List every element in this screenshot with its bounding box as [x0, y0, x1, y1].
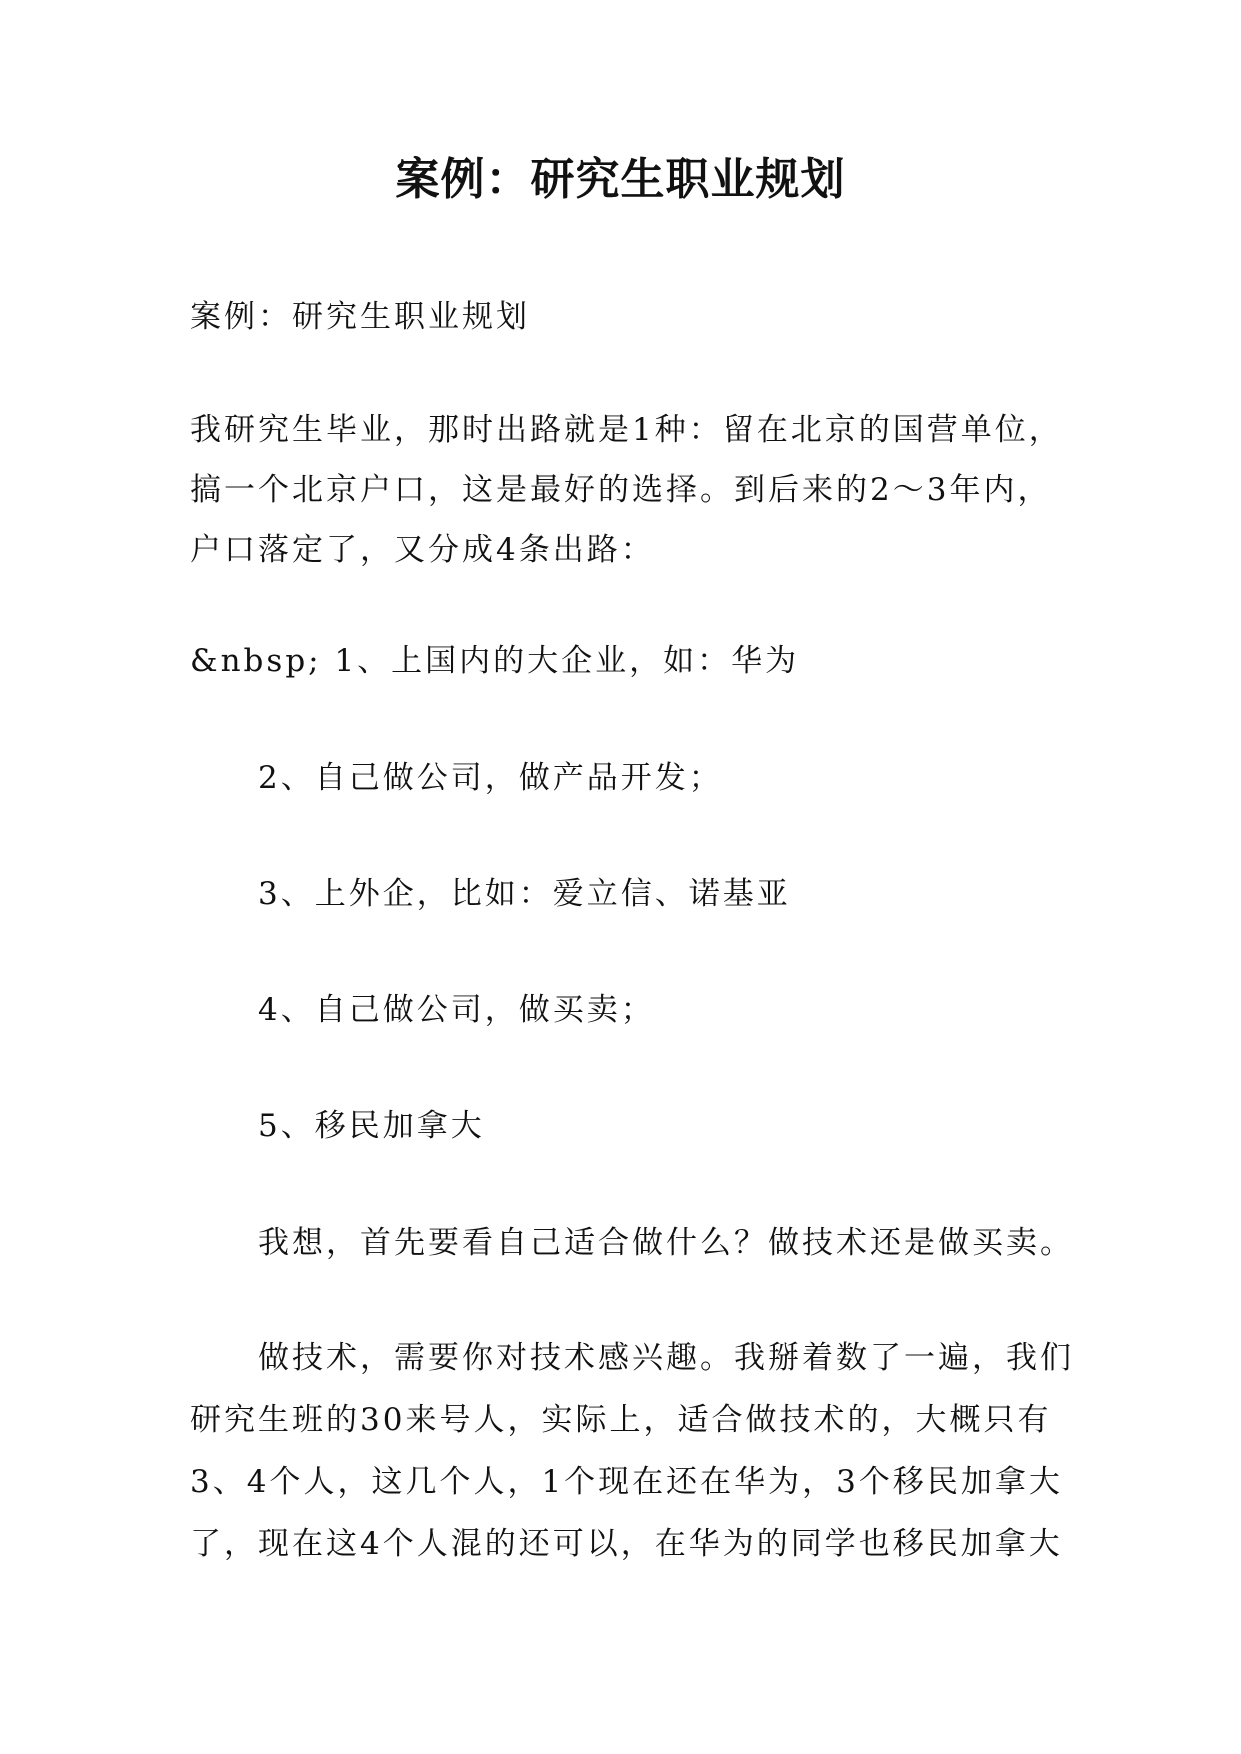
page-title: 案例：研究生职业规划 [395, 154, 846, 205]
paragraph-1-line-3: 户口落定了，又分成4条出路： [190, 532, 655, 568]
list-item-3: 3、上外企，比如：爱立信、诺基亚 [258, 876, 791, 912]
subtitle: 案例：研究生职业规划 [190, 299, 530, 335]
list-item-4: 4、自己做公司，做买卖； [258, 992, 655, 1028]
paragraph-1-line-1: 我研究生毕业，那时出路就是1种：留在北京的国营单位， [190, 412, 1063, 448]
paragraph-3-line-2: 研究生班的30来号人，实际上，适合做技术的，大概只有 [190, 1402, 1052, 1438]
paragraph-3-line-4: 了，现在这4个人混的还可以，在华为的同学也移民加拿大 [190, 1526, 1063, 1562]
paragraph-3-line-3: 3、4个人，这几个人，1个现在还在华为，3个移民加拿大 [190, 1464, 1063, 1500]
list-item-1: &nbsp; 1、上国内的大企业，如：华为 [190, 643, 800, 679]
paragraph-3-line-1: 做技术，需要你对技术感兴趣。我掰着数了一遍，我们 [258, 1340, 1074, 1376]
list-item-2: 2、自己做公司，做产品开发； [258, 760, 723, 796]
paragraph-2: 我想，首先要看自己适合做什么？做技术还是做买卖。 [258, 1225, 1074, 1261]
paragraph-1-line-2: 搞一个北京户口，这是最好的选择。到后来的2～3年内， [190, 472, 1052, 508]
list-item-5: 5、移民加拿大 [258, 1108, 485, 1144]
